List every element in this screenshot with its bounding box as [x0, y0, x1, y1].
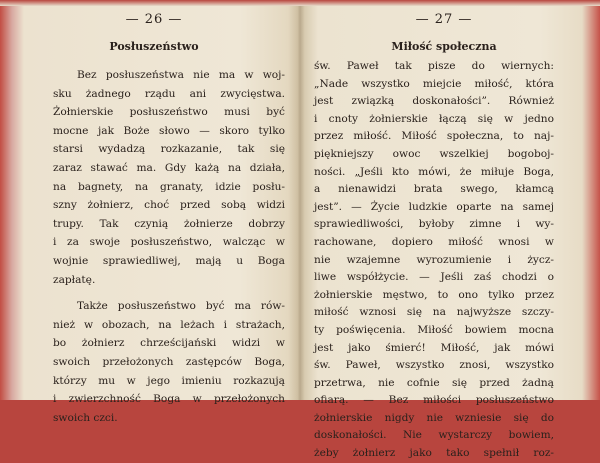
- text-line: i cnoty żołnierskie łączą się w jedno: [314, 112, 554, 125]
- text-line: na bagnety, na granaty, idzie posłu-: [53, 180, 285, 193]
- text-line: liwe współżycie. — Jeśli zaś chodzi o: [314, 271, 554, 284]
- left-page: [18, 0, 290, 424]
- text-line: ofiarą. — Bez miłości posłuszeństwo: [314, 394, 554, 407]
- text-line: trupy. Tak czynią żołnierze dobrzy: [53, 217, 285, 230]
- text-line: Bez posłuszeństwa nie ma w woj-: [77, 69, 285, 81]
- text-line: żołnierskie męstwo, to ono tylko przez: [314, 288, 554, 301]
- text-line: jest”. — Życie ludzkie oparte na samej: [314, 200, 554, 213]
- text-line: nież w obozach, na leżach i strażach,: [53, 318, 285, 331]
- text-line: zaraz stawać ma. Gdy każą na działa,: [53, 161, 285, 174]
- text-line: Żołnierskie posłuszeństwo musi być: [53, 106, 285, 119]
- body-text: [53, 66, 285, 427]
- text-line: szny żołnierz, choć przed sobą widzi: [53, 199, 285, 212]
- text-line: św. Paweł tak pisze do wiernych:: [314, 60, 554, 72]
- text-line: piękniejszy owoc wszelkiej bogoboj-: [314, 147, 554, 160]
- text-line: zapłatę.: [53, 273, 96, 286]
- text-line: wojnie sprawiedliwej, mają u Boga: [53, 254, 285, 267]
- text-line: sprawiedliwości, byłoby zimne i wy-: [314, 218, 554, 231]
- body-text: [314, 58, 554, 463]
- text-line: i za swoje posłuszeństwo, walcząc w: [53, 236, 285, 249]
- paragraph-gap: [53, 289, 285, 297]
- page-number: — 27 —: [415, 12, 473, 27]
- text-line: ności. „Jeśli kto mówi, że miłuje Boga,: [314, 165, 554, 178]
- text-line: przetrwa, nie cofnie się przed żadną: [314, 376, 554, 389]
- page-number: — 26 —: [125, 12, 183, 27]
- section-title: Miłość społeczna: [391, 40, 497, 53]
- right-page: [306, 0, 582, 460]
- text-line: doskonałości. Nie wystarczy bowiem,: [314, 429, 554, 442]
- text-line: którzy mu w jego imieniu rozkazują: [53, 374, 285, 387]
- text-line: rachowane, dopiero miłość wnosi w: [314, 235, 554, 248]
- text-line: miłość wznosi się na najwyższe szczy-: [314, 306, 554, 319]
- text-line: swoich czci.: [53, 411, 118, 424]
- text-line: jest jako śmierć! Miłość, jak mówi: [314, 341, 554, 354]
- text-line: mocne jak Boże słowo — skoro tylko: [53, 124, 285, 137]
- text-line: sku żadnego rządu ani zwycięstwa.: [53, 87, 285, 100]
- text-line: żołnierskie nigdy nie wzniesie się do: [314, 411, 554, 424]
- text-line: swoich przełożonych zastępców Boga,: [53, 355, 285, 368]
- text-line: Także posłuszeństwo być ma rów-: [77, 300, 285, 313]
- text-line: przez miłość. Miłość społeczna, to naj-: [314, 130, 554, 143]
- text-line: a nienawidzi brata swego, kłamcą: [314, 183, 554, 196]
- text-line: bo żołnierz chrześcijański widzi w: [53, 337, 285, 350]
- text-line: ty poświęcenia. Miłość bowiem mocna: [314, 323, 554, 336]
- text-line: i zwierzchność Boga w przełożonych: [53, 393, 285, 406]
- text-line: nie wzajemne wyrozumienie i życz-: [314, 253, 554, 266]
- text-line: starsi wydadzą rozkazanie, tak się: [53, 143, 285, 156]
- text-line: żeby żołnierz jako tako spełnił roz-: [314, 447, 554, 460]
- text-line: jest związką doskonałości”. Również: [314, 95, 554, 108]
- text-line: św. Paweł, wszystko znosi, wszystko: [314, 359, 554, 372]
- section-title: Posłuszeństwo: [109, 40, 199, 53]
- text-line: „Nade wszystko miejcie miłość, która: [314, 77, 554, 90]
